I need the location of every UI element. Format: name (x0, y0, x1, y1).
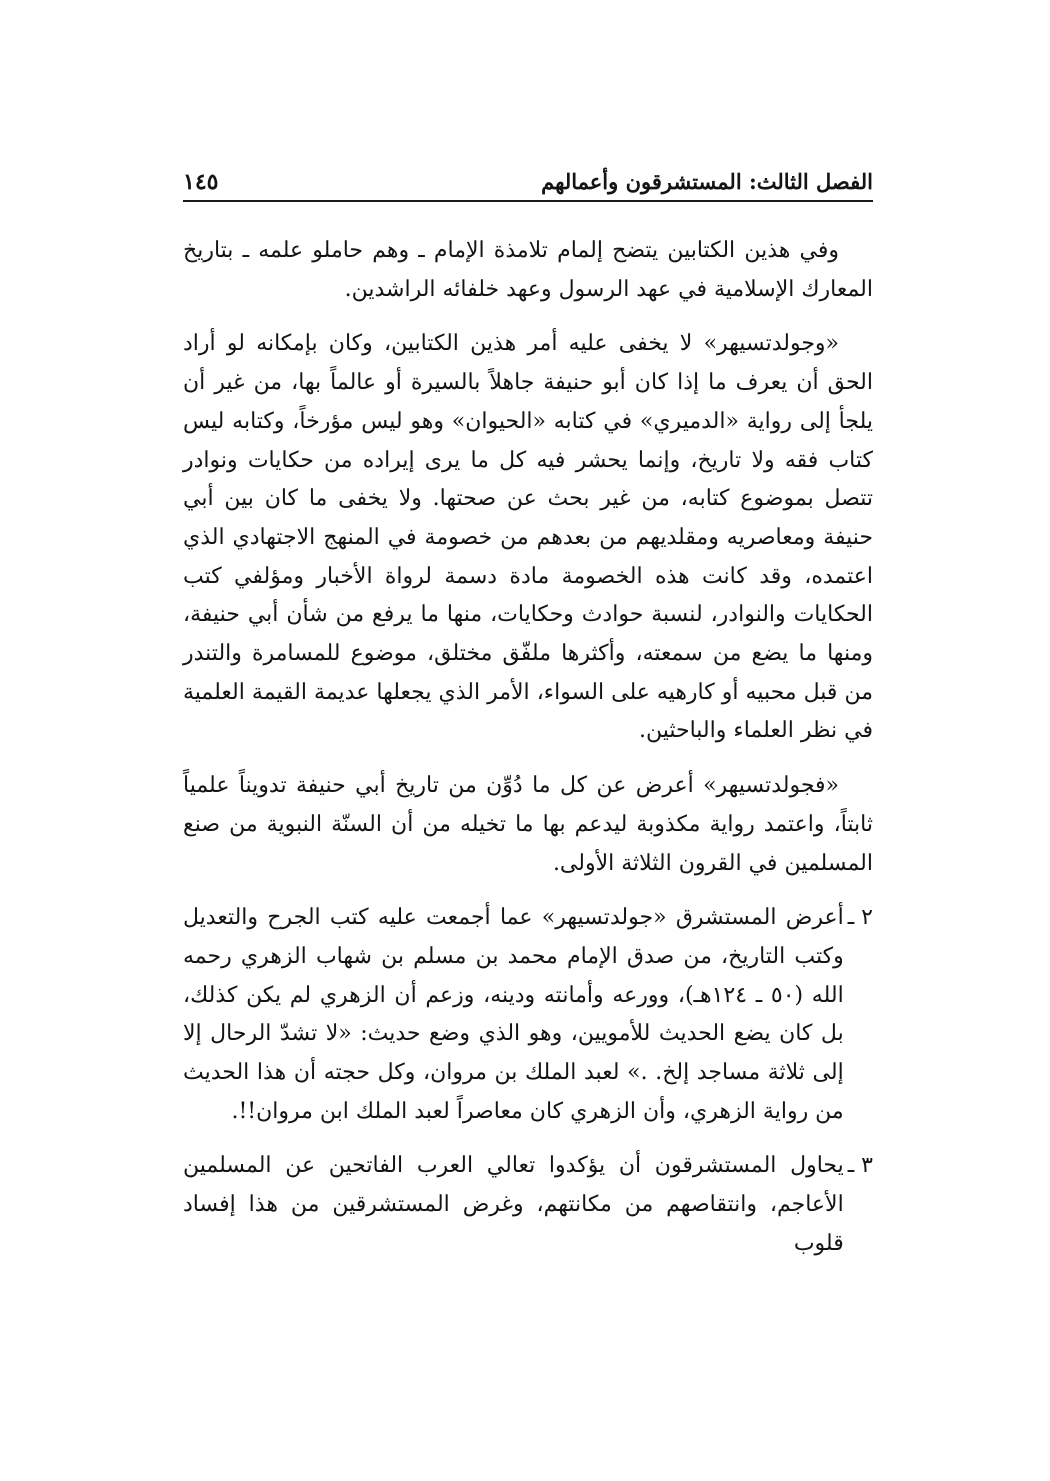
header-rule (183, 200, 873, 202)
list-item-number: ٢ ـ (847, 905, 873, 931)
body-text (183, 232, 873, 1280)
paragraph-1: وفي هذين الكتابين يتضح إلمام تلامذة الإمام ـ وهم حاملو علمه ـ بتاريخ المعارك الإسلامية في عهد الرسول وعهد خلفائه الراشدين. (183, 238, 873, 302)
list-item (183, 1147, 873, 1263)
chapter-title: الفصل الثالث: المستشرقون وأعمالهم (541, 169, 873, 194)
list-item (183, 899, 873, 1131)
paragraph-2: «وجولدتسيهر» لا يخفى عليه أمر هذين الكتابين، وكان بإمكانه لو أراد الحق أن يعرف ما إذا كان أبو حنيفة جاهلاً بالسيرة أو عالماً بها، من غير أن يلجأ إلى رواية «الدميري» في كتابه «الحيوان» وهو ليس مؤرخاً، وكتابه ليس كتاب فقه ولا تاريخ، وإنما يحشر فيه كل ما يرى إيراده من حكايات ونوادر تتصل بموضوع كتابه، من غير بحث عن صحتها. ولا يخفى ما كان بين أبي حنيفة ومعاصريه ومقلديهم من بعدهم من خصومة في المنهج الاجتهادي الذي اعتمده، وقد كانت هذه الخصومة مادة دسمة لرواة الأخبار ومؤلفي كتب الحكايات والنوادر، لنسبة حوادث وحكايات، منها ما يرفع من شأن أبي حنيفة، ومنها ما يضع من سمعته، وأكثرها ملفّق مختلق، موضوع للمسامرة والتندر من قبل محبيه أو كارهيه على السواء، الأمر الذي يجعلها عديمة القيمة العلمية في نظر العلماء والباحثين. (183, 331, 873, 744)
list-item-text: أعرض المستشرق «جولدتسيهر» عما أجمعت عليه كتب الجرح والتعديل وكتب التاريخ، من صدق الإمام محمد بن مسلم بن شهاب الزهري رحمه الله (٥٠ ـ ١٢٤هـ)، وورعه وأمانته ودينه، وزعم أن الزهري لم يكن كذلك، بل كان يضع الحديث للأمويين، وهو الذي وضع حديث: «لا تشدّ الرحال إلا إلى ثلاثة مساجد إلخ. .» لعبد الملك بن مروان، وكل حجته أن هذا الحديث من رواية الزهري، وأن الزهري كان معاصراً لعبد الملك ابن مروان!!. (183, 905, 844, 1124)
book-page (183, 0, 873, 1481)
paragraph-3: «فجولدتسيهر» أعرض عن كل ما دُوِّن من تاريخ أبي حنيفة تدويناً علمياً ثابتاً، واعتمد رواية مكذوبة ليدعم بها ما تخيله من أن السنّة النبوية من صنع المسلمين في القرون الثلاثة الأولى. (183, 773, 873, 876)
page-number: ١٤٥ (183, 169, 219, 195)
list-item-text: يحاول المستشرقون أن يؤكدوا تعالي العرب الفاتحين عن المسلمين الأعاجم، وانتقاصهم من مكانتهم، وغرض المستشرقين من هذا إفساد قلوب (183, 1153, 844, 1256)
list-item-number: ٣ ـ (847, 1153, 873, 1179)
running-header (183, 166, 873, 202)
